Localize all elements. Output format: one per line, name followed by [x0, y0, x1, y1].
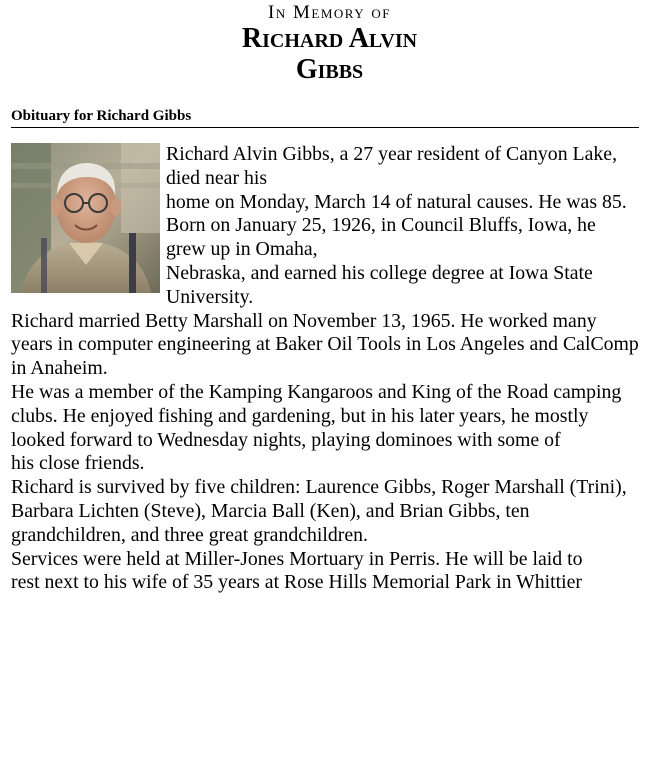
obituary-line-9: his close friends. — [11, 452, 145, 475]
memorial-kicker: In Memory of — [268, 2, 391, 23]
obituary-body — [11, 143, 639, 595]
obituary-line-5: Richard married Betty Marshall on November 13, 1965. He worked many — [11, 309, 597, 332]
deceased-name-line1: Richard Alvin — [241, 23, 418, 54]
obituary-line-1: Richard Alvin Gibbs, a 27 year resident of Canyon Lake, died near his — [166, 143, 618, 189]
deceased-name-line2: Gibbs — [295, 54, 364, 85]
obituary-line-4: Nebraska, and earned his college degree at Iowa State University. — [166, 261, 593, 308]
portrait-photo — [11, 143, 160, 293]
memorial-header — [0, 0, 659, 85]
obituary-line-11: Services were held at Miller-Jones Mortuary in Perris. He will be laid to — [11, 547, 583, 570]
obituary-line-3: Born on January 25, 1926, in Council Bluffs, Iowa, he grew up in Omaha, — [166, 214, 596, 261]
obituary-line-6: years in computer engineering at Baker Oil Tools in Los Angeles and CalComp in Anaheim. — [11, 333, 639, 380]
obituary-line-7: He was a member of the Kamping Kangaroos and King of the Road camping — [11, 380, 622, 403]
obituary-line-8: clubs. He enjoyed fishing and gardening, but in his later years, he mostly looked forward to Wednesday nights, playing dominoes with some of — [11, 404, 589, 451]
portrait-photo-icon — [11, 143, 160, 293]
obituary-line-12: rest next to his wife of 35 years at Rose Hills Memorial Park in Whittier — [11, 571, 582, 594]
obituary-line-10: Richard is survived by five children: Laurence Gibbs, Roger Marshall (Trini), Barbara Lichten (Steve), Marcia Ball (Ken), and Brian Gibbs, ten grandchildren, and three great grandchildren. — [11, 476, 627, 546]
obituary-section-title: Obituary for Richard Gibbs — [11, 107, 639, 128]
obituary-line-2: home on Monday, March 14 of natural causes. He was 85. — [166, 190, 627, 213]
